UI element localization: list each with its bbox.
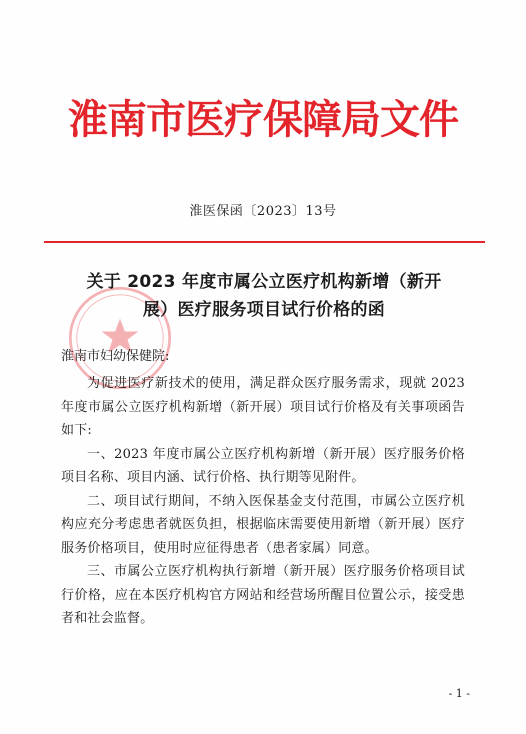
document-title (62, 268, 466, 324)
document-body (61, 372, 465, 631)
body-paragraph-item-3: 三、市属公立医疗机构执行新增（新开展）医疗服务价格项目试行价格，应在本医疗机构官方网站和经营场所醒目位置公示，接受患者和社会监督。 (61, 564, 465, 626)
page-number: - 1 - (448, 687, 470, 700)
body-paragraph-item-2: 二、项目试行期间，不纳入医保基金支付范围，市属公立医疗机构应充分考虑患者就医负担，根据临床需要使用新增（新开展）医疗服务价格项目，使用时应征得患者（患者家属）同意。 (61, 493, 465, 556)
document-number: 淮医保函〔2023〕13号 (189, 204, 337, 219)
issuing-authority-header: 淮南市医疗保障局文件 (68, 96, 458, 143)
document-title-line-2: 展）医疗服务项目试行价格的函 (142, 300, 386, 320)
addressee: 淮南市妇幼保健院: (61, 349, 170, 364)
body-paragraph-intro: 为促进医疗新技术的使用，满足群众医疗服务需求，现就 2023 年度市属公立医疗机构新增（新开展）项目试行价格及有关事项函告如下: (61, 376, 465, 438)
red-divider-line (44, 241, 485, 243)
body-paragraph-item-1: 一、2023 年度市属公立医疗机构新增（新开展）医疗服务价格项目名称、项目内涵、试行价格、执行期等见附件。 (61, 446, 465, 485)
document-title-line-1: 关于 2023 年度市属公立医疗机构新增（新开 (86, 272, 442, 292)
